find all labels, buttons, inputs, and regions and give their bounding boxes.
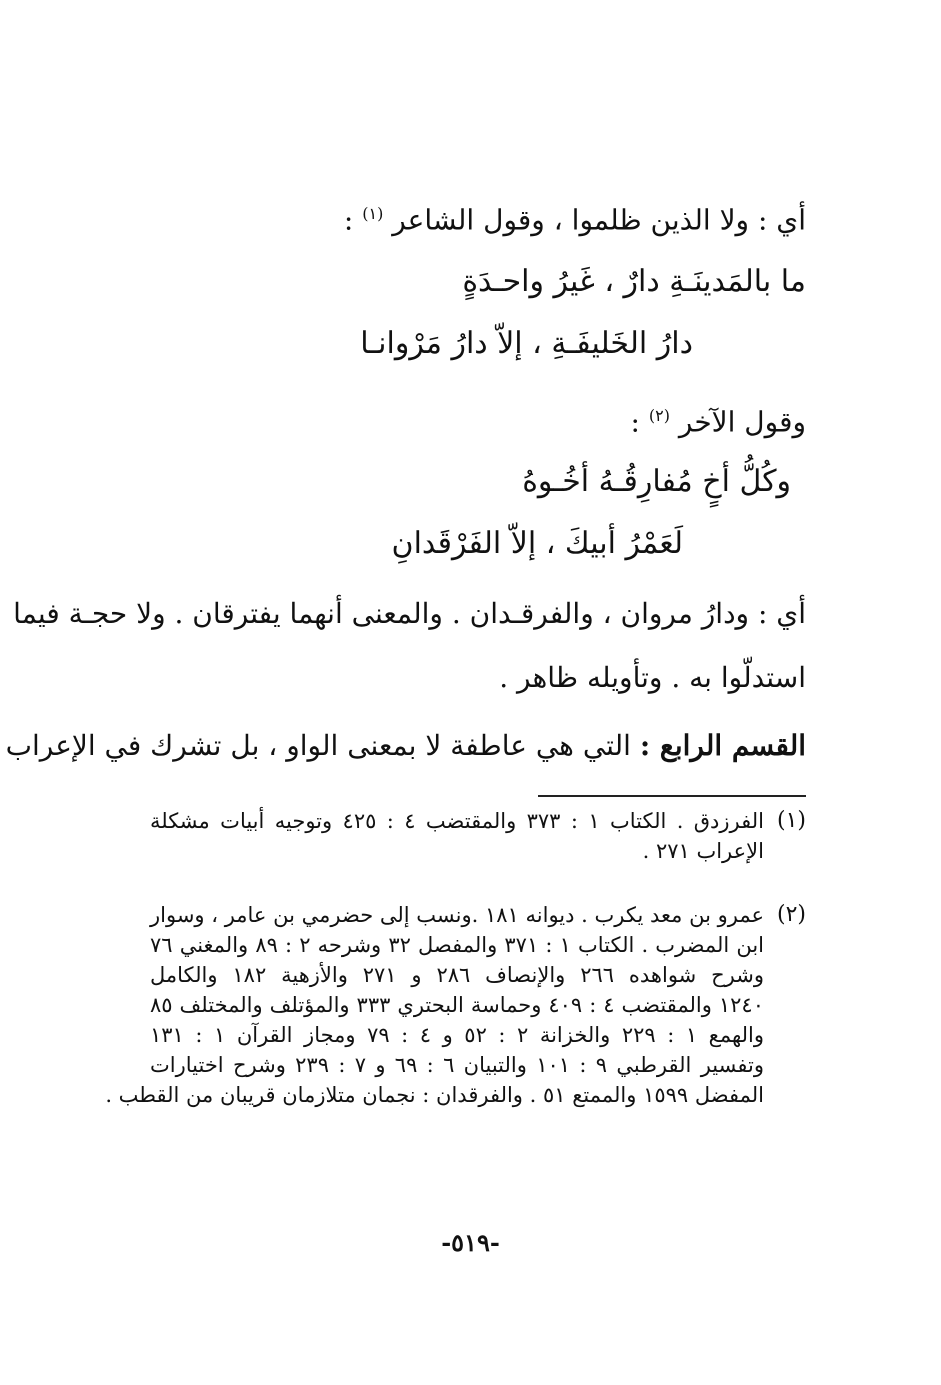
footnote-1-number: (١): [776, 808, 806, 833]
verse-1-second-hemistich: دارُ الخَليفَـةِ ، إلاّ دارُ مَرْوانـا: [360, 326, 693, 361]
footnote-1-body: [150, 806, 764, 866]
footnote-1: [150, 806, 806, 866]
footnote-2-number: (٢): [776, 902, 806, 927]
intro-line: [344, 194, 806, 240]
section-text: التي هي عاطفة لا بمعنى الواو ، بل تشرك في الإعراب: [5, 729, 640, 762]
verse-1-first-hemistich: ما بالمَدينَـةِ دارٌ ، غَيرُ واحـدَةٍ: [462, 264, 806, 299]
footnote-1-line-2: الإعراب ٢٧١ .: [642, 839, 764, 863]
footnote-1-line-1: الفرزدق . الكتاب ١ : ٣٧٣ والمقتضب ٤ : ٤٢٥ وتوجيه أبيات مشكلة: [150, 809, 764, 833]
footnote-2-line-6: وتفسير القرطبي ٩ : ١٠١ والتبيان ٦ : ٦٩ و ٧ : ٢٣٩ وشرح اختيارات: [150, 1053, 764, 1077]
footnote-2-body: [105, 900, 765, 1110]
second-poet-colon: :: [630, 405, 649, 439]
section-heading: القسم الرابع :: [639, 729, 806, 762]
footnote-2-line-2: ابن المضرب . الكتاب ١ : ٣٧١ والمفصل ٣٢ وشرحه ٢ : ٨٩ والمغني ٧٦: [150, 933, 765, 957]
verse-2-second-hemistich: لَعَمْرُ أبيكَ ، إلاّ الفَرْقَدانِ: [391, 526, 683, 561]
footnote-2-line-5: والهمع ١ : ٢٢٩ والخزانة ٢ : ٥٢ و ٤ : ٧٩ ومجاز القرآن ١ : ١٣١: [150, 1023, 765, 1047]
second-poet-text: وقول الآخر: [678, 405, 806, 439]
intro-colon: :: [343, 203, 363, 237]
footnote-2-line-1: عمرو بن معد يكرب . ديوانه ١٨١ .ونسب إلى حضرمي بن عامر ، وسوار: [150, 903, 764, 927]
footnote-ref-1: (١): [362, 204, 384, 223]
explanation-line-1: أي : ودارُ مروان ، والفرقـدان . والمعنى أنهما يفترقان . ولا حجـة فيما: [13, 597, 806, 630]
footnote-2-line-3: وشرح شواهده ٢٦٦ والإنصاف ٢٨٦ و ٢٧١ والأزهية ١٨٢ والكامل: [150, 963, 765, 987]
footnote-2-line-4: ١٢٤٠ والمقتضب ٤ : ٤٠٩ وحماسة البحتري ٣٣٣ والمؤتلف والمختلف ٨٥: [150, 993, 764, 1017]
explanation-line-2: استدلّوا به . وتأويله ظاهر .: [499, 661, 806, 694]
section-four-line: [5, 726, 806, 766]
footnote-ref-2: (٢): [648, 406, 670, 425]
verse-2-first-hemistich: وكُلُّ أخٍ مُفارِقُـهُ أخُـوهُ: [522, 464, 791, 499]
footnote-2-line-7: المفضل ١٥٩٩ والممتع ٥١ . والفرقدان : نجمان متلازمان قريبان من القطب .: [105, 1083, 764, 1107]
footnote-divider: [538, 795, 806, 797]
intro-text: أي : ولا الذين ظلموا ، وقول الشاعر: [392, 203, 806, 237]
second-poet-line: [631, 396, 806, 442]
page-number: -٥١٩-: [441, 1228, 500, 1257]
footnote-2: [105, 900, 806, 1110]
